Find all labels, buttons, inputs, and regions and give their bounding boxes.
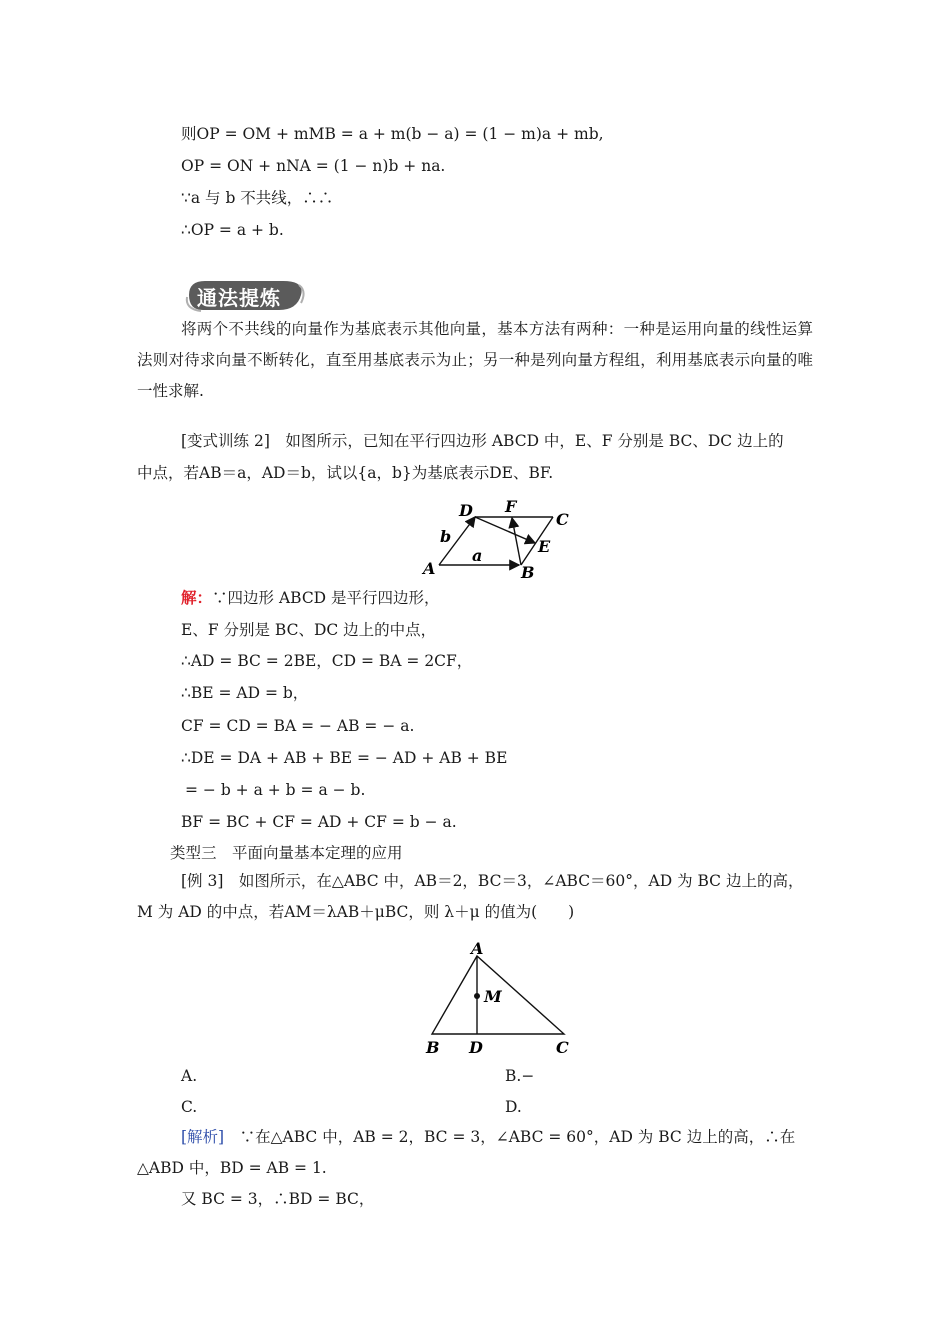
exercise2-line-2: 中点，若AB＝a，AD＝b，试以{a，b}为基底表示DE、BF. [137, 464, 554, 482]
label-B: B [521, 563, 535, 580]
method-paragraph: 将两个不共线的向量作为基底表示其他向量，基本方法有两种：一种是运用向量的线性运算法则对待求向量不断转化，直至用基底表示为止；另一种是列向量方程组，利用基底表示向量的唯一性求解. [137, 320, 813, 400]
label-A2: A [471, 939, 484, 958]
option-a: A. [181, 1067, 198, 1085]
exercise2-line-1 [181, 430, 784, 452]
solution2-label: 解： [181, 588, 213, 607]
parallelogram-figure [415, 495, 590, 580]
solution2-l1: ∵四边形 ABCD 是平行四边形， [212, 589, 440, 607]
label-F: F [505, 497, 517, 516]
option-b: B.− [505, 1067, 535, 1085]
label-C2: C [556, 1038, 569, 1057]
example3-line-2: M 为 AD 的中点，若AM＝λAB＋μBC，则 λ＋μ 的值为( ) [137, 903, 575, 921]
example3-tag: [例 3] [181, 872, 224, 890]
solution2-line-6: ∴DE = DA + AB + BE = − AD + AB + BE [181, 749, 508, 767]
solution-line-3: ∵a 与 b 不共线，∴∴ [181, 189, 334, 207]
exercise2-tag: [变式训练 2] [181, 432, 270, 450]
analysis-line-3: 又 BC = 3，∴BD = BC， [181, 1190, 375, 1208]
vector-de [475, 517, 535, 543]
label-E: E [538, 537, 551, 556]
label-C: C [556, 510, 569, 529]
solution-line-2: OP = ON + nNA = (1 − n)b + na. [181, 157, 446, 175]
solution2-line-3: ∴AD = BC = 2BE，CD = BA = 2CF， [181, 652, 473, 670]
analysis-line-2: △ABD 中，BD = AB = 1. [137, 1159, 327, 1177]
example3-line-1 [181, 870, 803, 892]
solution-line-1: 则OP = OM + mMB = a + m(b − a) = (1 − m)a + mb, [181, 125, 604, 143]
type3-heading: 类型三 平面向量基本定理的应用 [170, 844, 403, 862]
method-badge-label: 通法提炼 [197, 286, 281, 310]
option-d: D. [505, 1098, 522, 1116]
method-badge [183, 279, 305, 312]
solution2-line-5: CF = CD = BA = − AB = − a. [181, 717, 415, 735]
point-m [474, 993, 480, 999]
solution-line-4: ∴OP = a + b. [181, 221, 284, 239]
label-b: b [440, 527, 452, 546]
label-A: A [423, 559, 436, 578]
analysis-l1: ∵在△ABC 中，AB = 2，BC = 3，∠ABC = 60°，AD 为 BC 边上的高，∴在 [239, 1128, 796, 1146]
label-M: M [484, 987, 502, 1006]
label-a: a [472, 546, 483, 565]
analysis-tag: [解析] [181, 1128, 225, 1146]
solution2-line-2: E、F 分别是 BC、DC 边上的中点， [181, 621, 437, 639]
option-c: C. [181, 1098, 198, 1116]
analysis-line-1 [181, 1126, 795, 1148]
example3-text1: 如图所示，在△ABC 中，AB＝2，BC＝3，∠ABC＝60°，AD 为 BC 边上的高， [238, 872, 804, 890]
label-D: D [459, 501, 473, 520]
triangle-figure [420, 938, 580, 1060]
solution2-line-1 [181, 587, 440, 609]
solution2-line-7: = − b + a + b = a − b. [185, 781, 366, 799]
label-B2: B [426, 1038, 440, 1057]
solution2-line-4: ∴BE = AD = b， [181, 684, 309, 702]
exercise2-text1: 如图所示，已知在平行四边形 ABCD 中，E、F 分别是 BC、DC 边上的 [285, 432, 784, 450]
vector-bf [512, 518, 521, 565]
solution2-line-8: BF = BC + CF = AD + CF = b − a. [181, 813, 457, 831]
label-D2: D [469, 1038, 483, 1057]
